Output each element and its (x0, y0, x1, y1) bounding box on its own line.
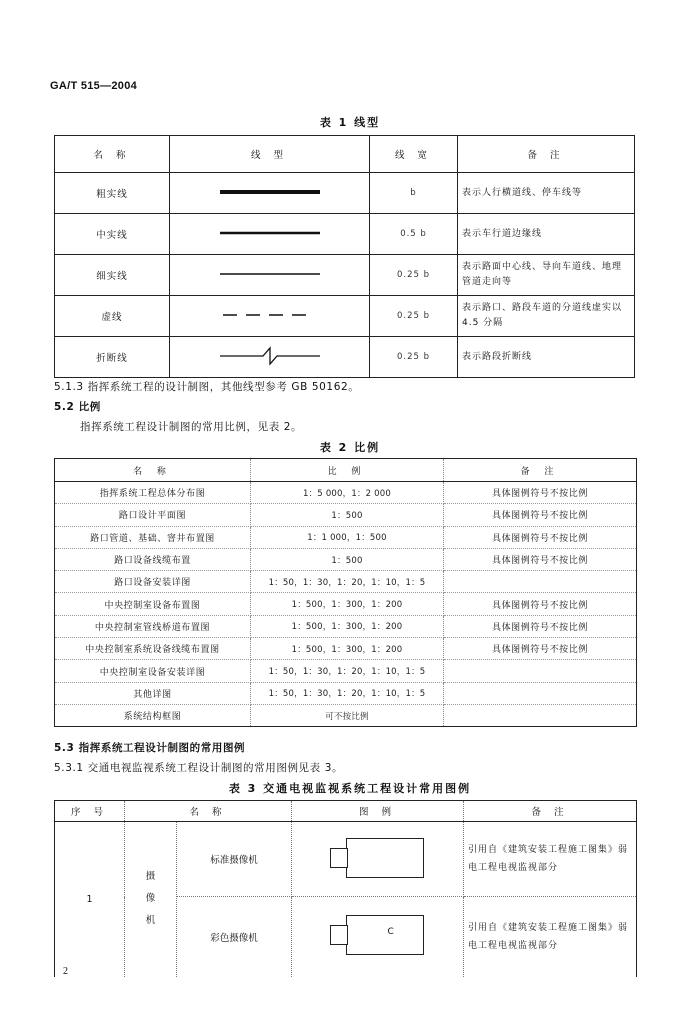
table-row (55, 593, 637, 615)
line-sample-dashed (170, 296, 370, 337)
line-name: 细实线 (55, 255, 170, 296)
scale-note: 具体图例符号不按比例 (444, 504, 637, 526)
scale-ratio: 1：50，1：30，1：20，1：10，1：5 (251, 571, 444, 593)
legend-table (54, 800, 637, 977)
column-header: 名 称 (55, 459, 251, 482)
line-sample-thick (170, 173, 370, 214)
line-width: 0.5 b (370, 214, 458, 255)
column-header: 比 例 (251, 459, 444, 482)
table-row (55, 682, 637, 704)
table-row (55, 571, 637, 593)
table-row (55, 214, 635, 255)
drawing-name: 中央控制室系统设备线缆布置图 (55, 638, 251, 660)
drawing-name: 中央控制室设备布置图 (55, 593, 251, 615)
drawing-name: 路口设计平面图 (55, 504, 251, 526)
drawing-name: 路口设备安装详图 (55, 571, 251, 593)
paragraph-5-2: 指挥系统工程设计制图的常用比例，见表 2。 (80, 421, 303, 433)
scale-ratio: 1：50，1：30，1：20，1：10，1：5 (251, 682, 444, 704)
line-name: 折断线 (55, 337, 170, 378)
table-row (55, 337, 635, 378)
paragraph-5-1-3: 5.1.3 指挥系统工程的设计制图，其他线型参考 GB 50162。 (54, 381, 360, 393)
scale-note (444, 660, 637, 682)
section-5-2-heading: 5.2 比例 (54, 401, 101, 413)
scale-note (444, 571, 637, 593)
table-row (55, 660, 637, 682)
line-note: 表示路面中心线、导向车道线、地理管道走向等 (458, 255, 635, 296)
column-header: 名 称 (125, 801, 292, 822)
scale-ratio: 1：500，1：300，1：200 (251, 638, 444, 660)
color-camera-icon (330, 915, 426, 955)
line-name: 中实线 (55, 214, 170, 255)
scale-note: 具体图例符号不按比例 (444, 548, 637, 570)
drawing-name: 系统结构框图 (55, 704, 251, 726)
column-header: 序 号 (55, 801, 125, 822)
column-header: 备 注 (458, 136, 635, 173)
line-width: 0.25 b (370, 296, 458, 337)
standard-code-header: GA/T 515—2004 (50, 80, 138, 92)
table-row (55, 704, 637, 726)
scale-ratio: 1：5 000，1：2 000 (251, 482, 444, 504)
line-note: 表示路口、路段车道的分道线虚实以 4.5 分隔 (458, 296, 635, 337)
table-row (55, 173, 635, 214)
line-note: 表示人行横道线、停车线等 (458, 173, 635, 214)
section-5-3-heading: 5.3 指挥系统工程设计制图的常用图例 (54, 742, 246, 754)
line-type-table (54, 135, 635, 378)
category-char: 摄 (145, 871, 156, 883)
line-name: 粗实线 (55, 173, 170, 214)
table-row (55, 255, 635, 296)
line-width: 0.25 b (370, 337, 458, 378)
drawing-name: 指挥系统工程总体分布图 (55, 482, 251, 504)
camera-symbol (292, 822, 464, 897)
item-note: 引用自《建筑安装工程施工图集》弱电工程电视监视部分 (464, 822, 637, 897)
column-header: 线 宽 (370, 136, 458, 173)
table-row (55, 296, 635, 337)
scale-ratio: 1：50，1：30，1：20，1：10，1：5 (251, 660, 444, 682)
table-row (55, 615, 637, 637)
table-row (55, 638, 637, 660)
table-row (55, 504, 637, 526)
category-label (125, 822, 177, 977)
color-camera-symbol (292, 897, 464, 977)
item-name: 标准摄像机 (177, 822, 292, 897)
column-header: 名 称 (55, 136, 170, 173)
table-row (55, 548, 637, 570)
table2-title: 表 2 比例 (319, 441, 381, 454)
scale-ratio: 1：1 000，1：500 (251, 526, 444, 548)
column-header: 备 注 (464, 801, 637, 822)
column-header: 备 注 (444, 459, 637, 482)
drawing-name: 中央控制室设备安装详图 (55, 660, 251, 682)
line-name: 虚线 (55, 296, 170, 337)
line-sample-medium (170, 214, 370, 255)
table3-title: 表 3 交通电视监视系统工程设计常用图例 (228, 782, 472, 795)
scale-note: 具体图例符号不按比例 (444, 526, 637, 548)
drawing-name: 其他详图 (55, 682, 251, 704)
scale-note: 具体图例符号不按比例 (444, 638, 637, 660)
scale-ratio: 1：500 (251, 548, 444, 570)
scale-note: 具体图例符号不按比例 (444, 482, 637, 504)
drawing-name: 路口管道、基础、窨井布置图 (55, 526, 251, 548)
item-name: 彩色摄像机 (177, 897, 292, 977)
scale-ratio: 1：500，1：300，1：200 (251, 593, 444, 615)
scale-ratio: 可不按比例 (251, 704, 444, 726)
line-note: 表示路段折断线 (458, 337, 635, 378)
line-sample-thin (170, 255, 370, 296)
scale-ratio: 1：500 (251, 504, 444, 526)
table-row (55, 482, 637, 504)
line-width: 0.25 b (370, 255, 458, 296)
table1-title: 表 1 线型 (319, 116, 381, 129)
category-char: 机 (145, 915, 156, 927)
item-note: 引用自《建筑安装工程施工图集》弱电工程电视监视部分 (464, 897, 637, 977)
row-index: 1 (55, 822, 125, 977)
color-mark: C (387, 927, 394, 938)
line-sample-break (170, 337, 370, 378)
drawing-name: 路口设备线缆布置 (55, 548, 251, 570)
table-header-row (55, 136, 635, 173)
page-number: 2 (63, 966, 68, 977)
table-row (55, 526, 637, 548)
scale-note (444, 704, 637, 726)
table-header-row (55, 459, 637, 482)
scale-note: 具体图例符号不按比例 (444, 593, 637, 615)
line-width: b (370, 173, 458, 214)
table-row (55, 822, 637, 897)
paragraph-5-3-1: 5.3.1 交通电视监视系统工程设计制图的常用图例见表 3。 (54, 762, 344, 774)
scale-note (444, 682, 637, 704)
line-note: 表示车行道边缘线 (458, 214, 635, 255)
column-header: 图 例 (292, 801, 464, 822)
camera-icon (330, 838, 426, 878)
drawing-name: 中央控制室管线桥道布置图 (55, 615, 251, 637)
scale-table (54, 458, 637, 727)
scale-note: 具体图例符号不按比例 (444, 615, 637, 637)
category-char: 像 (145, 893, 156, 905)
table-header-row (55, 801, 637, 822)
column-header: 线 型 (170, 136, 370, 173)
scale-ratio: 1：500，1：300，1：200 (251, 615, 444, 637)
